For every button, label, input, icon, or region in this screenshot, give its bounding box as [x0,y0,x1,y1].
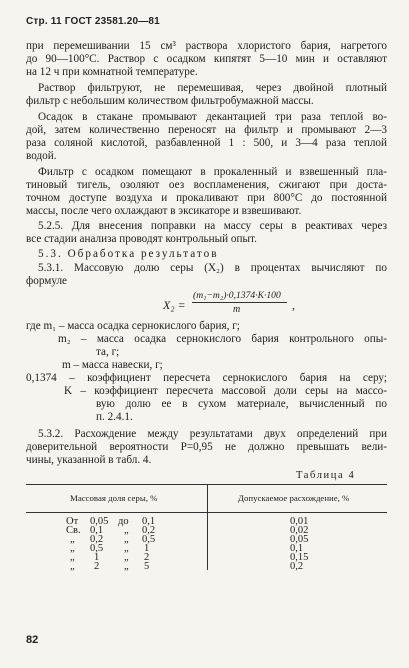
table-cell: 0,05 [290,534,309,545]
definition: где m₁ – масса осадка сернокислого бария, г; [26,320,240,332]
definition: m₂ – масса осадка сернокислого бария контрольного опы- [58,333,387,345]
text-line: Осадок в стакане промывают декантацией три раза теплой во- [38,111,387,123]
text-line: дой, затем количественно переносят на фильтр и промывают 2—3 [26,124,387,136]
table-cell: 0,2 [90,534,104,545]
table-cell: до [118,516,129,527]
table-cell: „ [124,525,129,536]
table-cell: 0,05 [90,516,109,527]
text-line: на 12 ч при комнатной температуре. [26,66,198,78]
table-cell: 0,15 [290,552,309,563]
text-line: водой. [26,150,57,162]
table-cell: 0,01 [290,516,309,527]
definition: п. 2.4.1. [96,411,133,423]
table-cell: „ [124,552,129,563]
table-header: Массовая доля серы, % [70,493,158,503]
definition: 0,1374 – коэффициент пересчета сернокислого бария на серу; [26,372,387,384]
text-line: Фильтр с осадком помещают в прокаленный и взвешенный пла- [38,166,387,178]
table-cell: 0,1 [142,516,156,527]
table-cell: 0,1 [290,543,304,554]
text-line: массы, после чего охлаждают в эксикаторе и взвешивают. [26,205,302,217]
table-cell: „ [70,561,75,572]
table-cell: „ [124,561,129,572]
table-cell: 0,02 [290,525,309,536]
table-cell: 0,5 [142,534,156,545]
table-cell: 0,2 [142,525,156,536]
definition: K – коэффициент пересчета массовой доли серы на массо- [64,385,387,397]
definition: та, г; [96,346,120,358]
formula-lhs: X₂ = [163,298,186,312]
text-line: Раствор фильтруют, не перемешивая, через двойной плотный [38,82,387,94]
text-line: доверительной вероятности P=0,95 не должно превышать вели- [26,441,387,453]
formula-denominator: m [233,304,241,315]
table-cell: 0,1 [90,525,104,536]
table-cell: 0,2 [290,561,304,572]
table-cell: 2 [144,552,150,563]
table-cell: 0,5 [90,543,104,554]
text-line: раза соляной кислотой, разбавленной 1 : 500, и 3—4 раза теплой [26,137,387,149]
formula [163,290,303,320]
text-line: чины, указанной в табл. 4. [26,454,152,466]
definition: вую долю ее в сухом материале, вычисленный по [96,398,387,410]
table-cell: Св. [66,525,81,536]
text-line: точном доступе воздуха и прокаливают при 800°С до постоянной [26,192,387,204]
text-line: 5.3.2. Расхождение между результатами двух определений при [38,428,387,440]
formula-numerator: (m₁−m₂)·0,1374·K·100 [193,290,281,301]
page-number: 82 [26,634,39,646]
table-cell: 5 [144,561,150,572]
text-line: до 90—100°С. Раствор с осадком кипятят 5—10 мин и оставляют [26,53,387,65]
table-cell: „ [70,552,75,563]
text-line: все стадии анализа проводят контрольный опыт. [26,233,257,245]
table-caption: Таблица 4 [296,470,356,481]
text-line: формуле [26,275,67,287]
table-cell: 1 [144,543,150,554]
table-cell: „ [70,534,75,545]
table-header: Допускаемое расхождение, % [238,493,350,503]
text-line: при перемешивании 15 см³ раствора хлористого бария, нагретого [26,40,387,52]
table-cell: 2 [94,561,100,572]
text-line: 5.3.1. Массовую долю серы (X₂) в процентах вычисляют по [38,262,387,274]
definition: m – масса навески, г; [62,359,163,371]
section-heading: 5.3. Обработка результатов [38,248,219,260]
formula-comma: , [292,298,295,312]
text-line: фильтр с небольшим количеством фильтробумажной массы. [26,95,314,107]
text-line: 5.2.5. Для внесения поправки на массу серы в реактивах через [38,220,387,232]
table-cell: „ [124,543,129,554]
table-cell: „ [124,534,129,545]
table-cell: „ [70,543,75,554]
table-column-rule [207,484,208,570]
text-line: тиновый тигель, озоляют оез воспламенения, сжигают при доста- [26,179,387,191]
table-cell: От [66,516,79,527]
fraction-bar [192,302,287,303]
page-header: Стр. 11 ГОСТ 23581.20—81 [26,16,160,27]
table-cell: 1 [94,552,100,563]
